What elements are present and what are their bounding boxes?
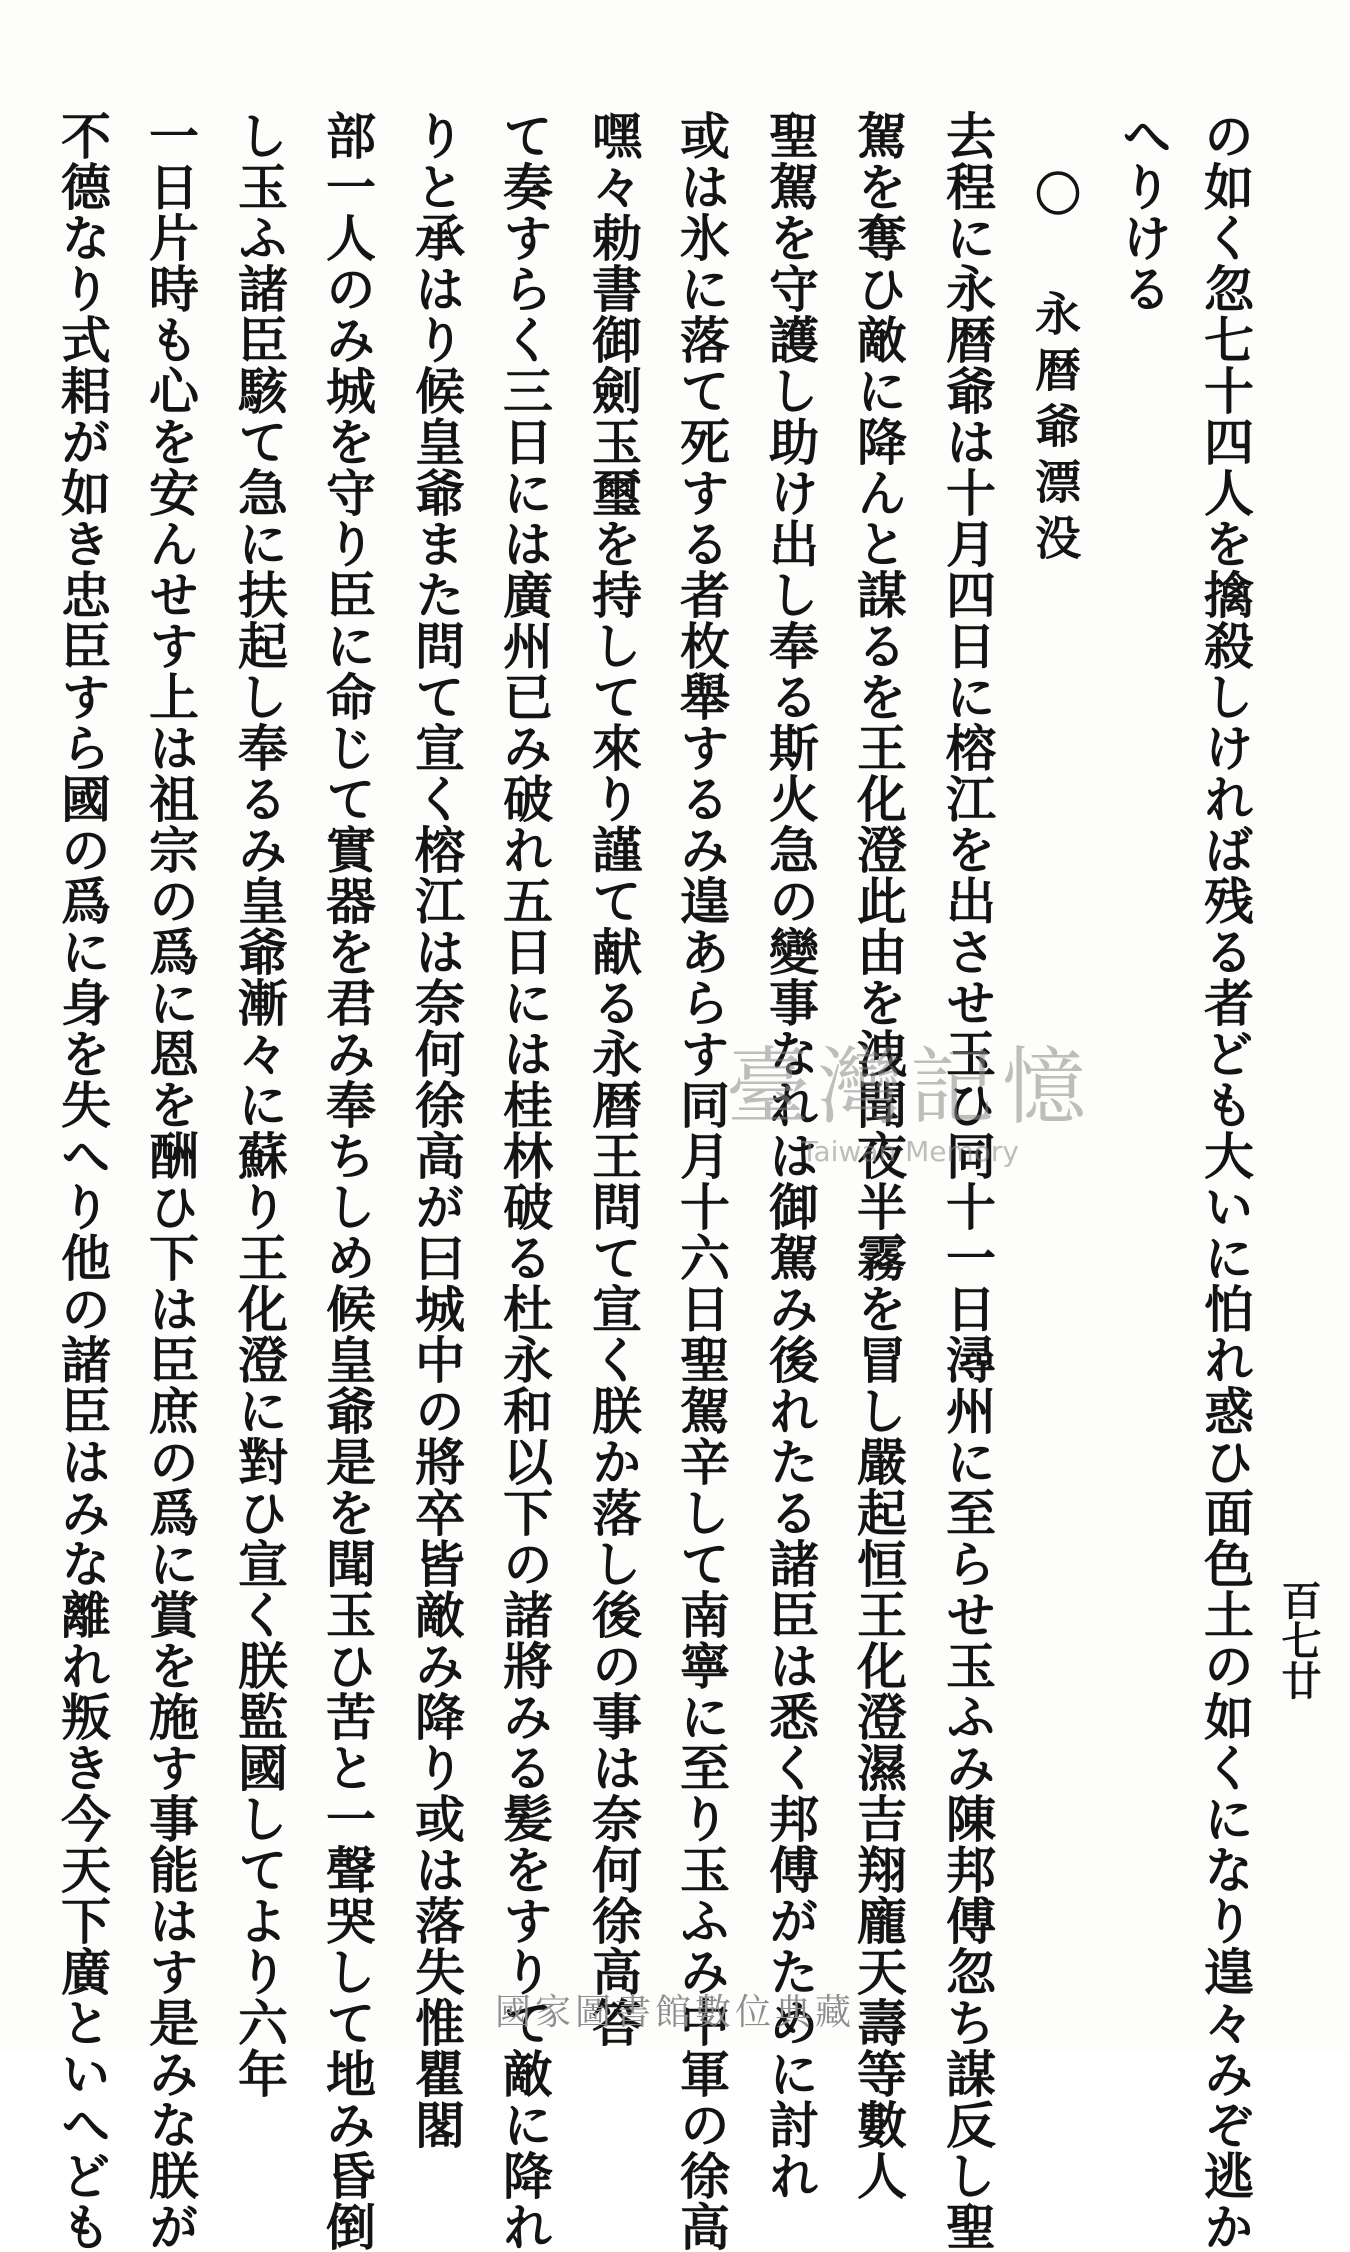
text-column-12: し玉ふ諸臣駭て急に扶起し奉るみ皇爺漸々に蘇り王化澄に對ひ宣く朕監國してより六年 (230, 110, 289, 2099)
text-column-13: 一日片時も心を安んせす上は祖宗の爲に恩を酬ひ下は臣庶の爲に賞を施す事能はす是みな朕が (141, 110, 200, 2252)
page-number: 百七廿 (1275, 1580, 1322, 1700)
text-column-10: りと承はり候皇爺また問て宣く榕江は奈何徐高が曰城中の將卒皆敵み降り或は落失惟瞿閣 (407, 110, 466, 2150)
text-column-8: 嘿々勅書御劍玉璽を持して來り謹て献る永暦王問て宣く朕か落し後の事は奈何徐高答 (584, 110, 643, 2048)
text-column-14: 不德なり式耜が如き忠臣すら國の爲に身を失へり他の諸臣はみな離れ叛き今天下廣といへども (53, 110, 112, 2252)
text-column-11: 部一人のみ城を守り臣に命じて實器を君み奉ちしめ候皇爺是を聞玉ひ苦と一聲哭して地み昏倒 (318, 110, 377, 2252)
text-column-2: へりける (1114, 110, 1173, 314)
text-column-1: の如く忽七十四人を擒殺しければ残る者ども大いに怕れ惑ひ面色土の如くになり遑々みぞ逃か (1196, 110, 1255, 2252)
text-column-6: 聖駕を守護し助け出し奉る斯火急の變事なれは御駕み後れたる諸臣は悉く邦傅がために討れ (761, 110, 820, 2201)
text-column-9: て奏すらく三日には廣州已み破れ五日には桂林破る杜永和以下の諸將みる髪をすりて敵に降れ (495, 110, 554, 2252)
watermark-chinese: 臺灣記憶 (725, 1038, 1094, 1136)
text-column-4: 去程に永暦爺は十月四日に榕江を出させ玉ひ同十一日潯州に至らせ玉ふみ陳邦傅忽ち謀反し聖 (938, 110, 997, 2252)
section-heading: 〇 永暦爺漂没 (1028, 170, 1082, 570)
text-column-5: 駕を奪ひ敵に降んと謀るを王化澄此由を洩聞夜半霧を冒し嚴起恒王化澄濕吉翔龐天壽等數人 (849, 110, 908, 2201)
text-column-7: 或は氷に落て死する者枚舉するみ遑あらす同月十六日聖駕辛して南寧に至り玉ふみ中軍の徐高 (672, 110, 731, 2252)
watermark-english: Taiwan Memory (801, 1135, 1019, 1168)
footer-credit: 國家圖書館數位典藏 (494, 1992, 855, 2033)
